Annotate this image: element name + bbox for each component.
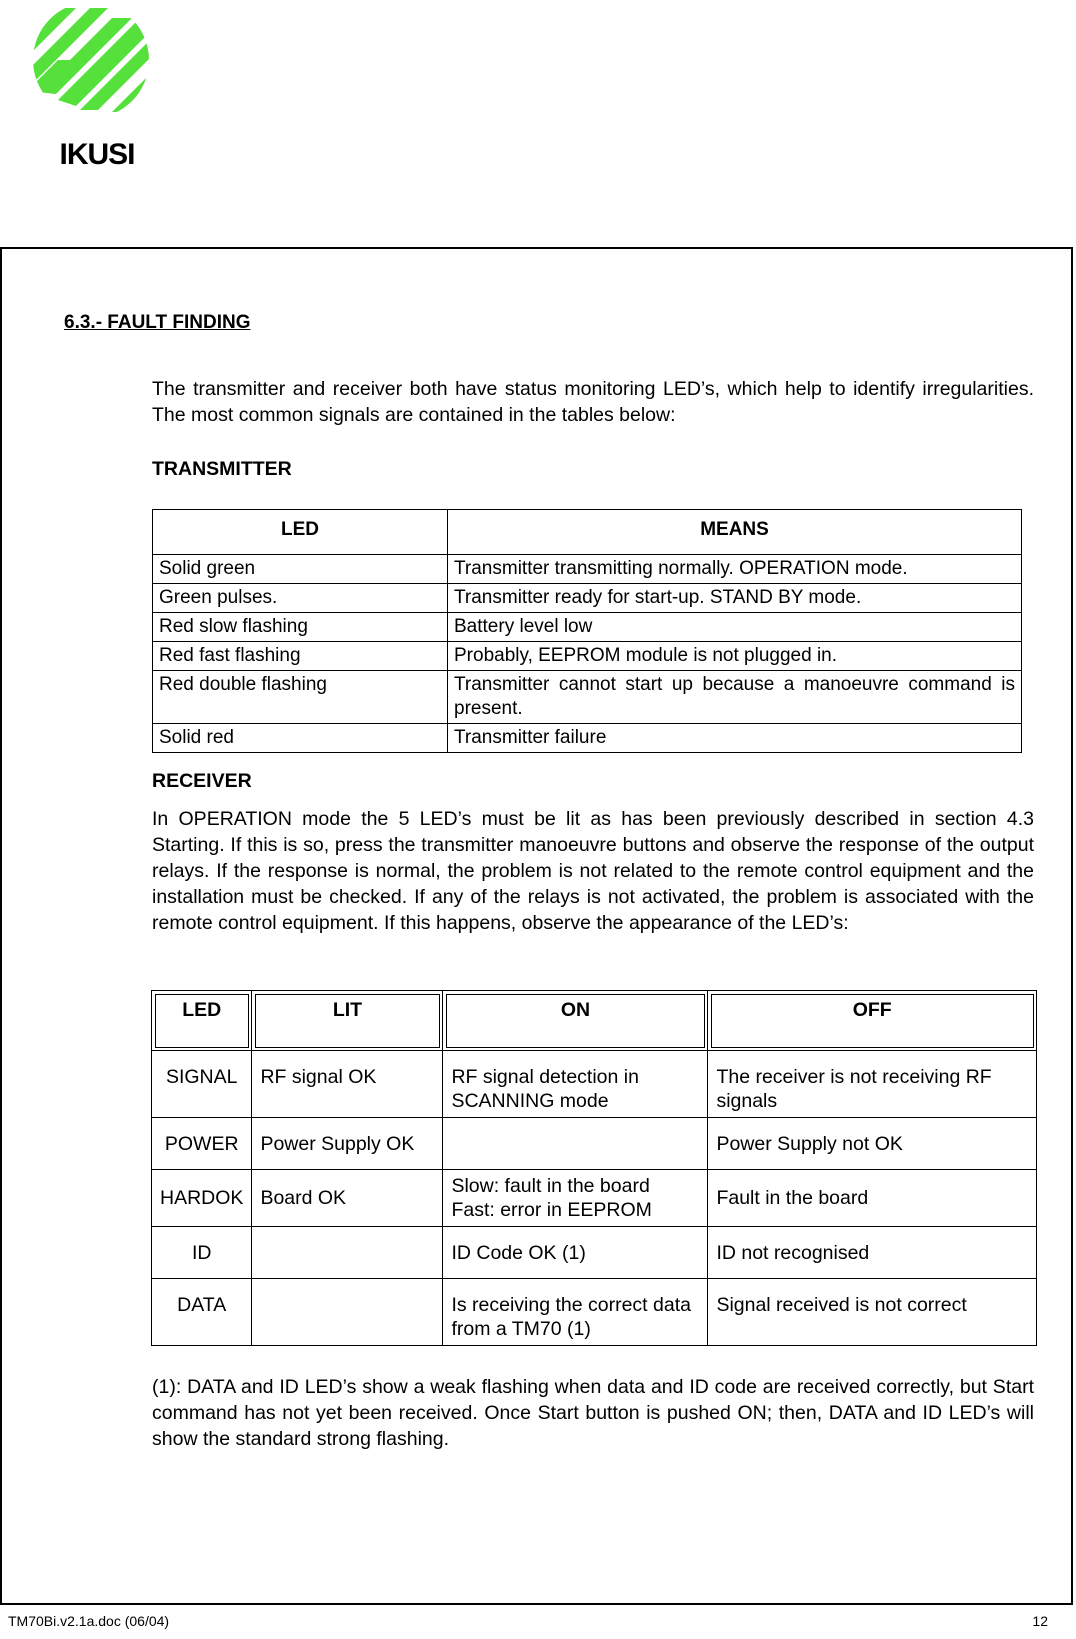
means-cell: Transmitter cannot start up because a manoeuvre command is present. [448,671,1022,724]
led-cell: POWER [152,1118,252,1170]
led-cell: Solid red [153,724,448,753]
table-row [153,724,1022,753]
led-cell: DATA [152,1279,252,1346]
lit-cell: RF signal OK [252,1051,443,1118]
means-cell: Battery level low [448,613,1022,642]
table-row [152,1279,1037,1346]
means-cell: Transmitter ready for start-up. STAND BY mode. [448,584,1022,613]
header-off: OFF [708,991,1037,1051]
off-cell: Signal received is not correct [708,1279,1037,1346]
lit-cell [252,1227,443,1279]
header-led: LED [152,991,252,1051]
table-row [153,555,1022,584]
table-row [153,671,1022,724]
on-cell-line: Fast: error in EEPROM [451,1199,652,1221]
section-title: 6.3.- FAULT FINDING [64,312,251,333]
table-row [153,613,1022,642]
header-means: MEANS [448,510,1022,555]
led-cell: Solid green [153,555,448,584]
intro-paragraph: The transmitter and receiver both have status monitoring LED’s, which help to identify irregularities. The most common signals are contained in the tables below: [152,378,1034,426]
header-lit: LIT [252,991,443,1051]
table-row [152,1170,1037,1227]
table-row [152,1118,1037,1170]
header-on: ON [443,991,708,1051]
table-row [153,642,1022,671]
footnote-paragraph: (1): DATA and ID LED’s show a weak flashing when data and ID code are received correctly, but Start command has not yet been received. Once Start button is pushed ON; then, DATA and ID LED’s will show the standard strong flashing. [152,1376,1034,1450]
on-cell-line: Slow: fault in the board [451,1175,650,1197]
table-row [152,1051,1037,1118]
led-cell: Red fast flashing [153,642,448,671]
means-cell: Transmitter failure [448,724,1022,753]
lit-cell: Board OK [252,1170,443,1227]
transmitter-table [152,509,1022,753]
on-cell: Is receiving the correct data from a TM70 (1) [443,1279,708,1346]
table-header-row [152,991,1037,1051]
led-cell: Green pulses. [153,584,448,613]
ikusi-logo [28,0,163,175]
off-cell: Fault in the board [708,1170,1037,1227]
header-led: LED [153,510,448,555]
led-cell: SIGNAL [152,1051,252,1118]
table-row [152,1227,1037,1279]
receiver-table [151,990,1037,1346]
means-cell: Transmitter transmitting normally. OPERATION mode. [448,555,1022,584]
led-cell: HARDOK [152,1170,252,1227]
off-cell: Power Supply not OK [708,1118,1037,1170]
table-row [153,584,1022,613]
logo-text: IKUSI [59,138,135,171]
footer-page-number: 12 [1032,1613,1048,1629]
lit-cell: Power Supply OK [252,1118,443,1170]
receiver-paragraph: In OPERATION mode the 5 LED’s must be lit as has been previously described in section 4.3 Starting. If this is so, press the transmitter manoeuvre buttons and observe the response of the output relays. If the response is normal, the problem is not related to the remote control equipment and the installation must be checked. If any of the relays is not activated, the problem is associated with the remote control equipment. If this happens, observe the appearance of the LED’s: [152,808,1034,934]
receiver-heading: RECEIVER [152,770,252,792]
led-cell: Red slow flashing [153,613,448,642]
off-cell: ID not recognised [708,1227,1037,1279]
led-cell: ID [152,1227,252,1279]
on-cell: RF signal detection in SCANNING mode [443,1051,708,1118]
footer-doc-name: TM70Bi.v2.1a.doc (06/04) [8,1613,170,1629]
off-cell: The receiver is not receiving RF signals [708,1051,1037,1118]
transmitter-heading: TRANSMITTER [152,458,292,480]
led-cell: Red double flashing [153,671,448,724]
ikusi-logo-icon [28,0,158,135]
on-cell [443,1170,708,1227]
on-cell [443,1118,708,1170]
on-cell: ID Code OK (1) [443,1227,708,1279]
lit-cell [252,1279,443,1346]
means-cell: Probably, EEPROM module is not plugged in. [448,642,1022,671]
table-header-row [153,510,1022,555]
